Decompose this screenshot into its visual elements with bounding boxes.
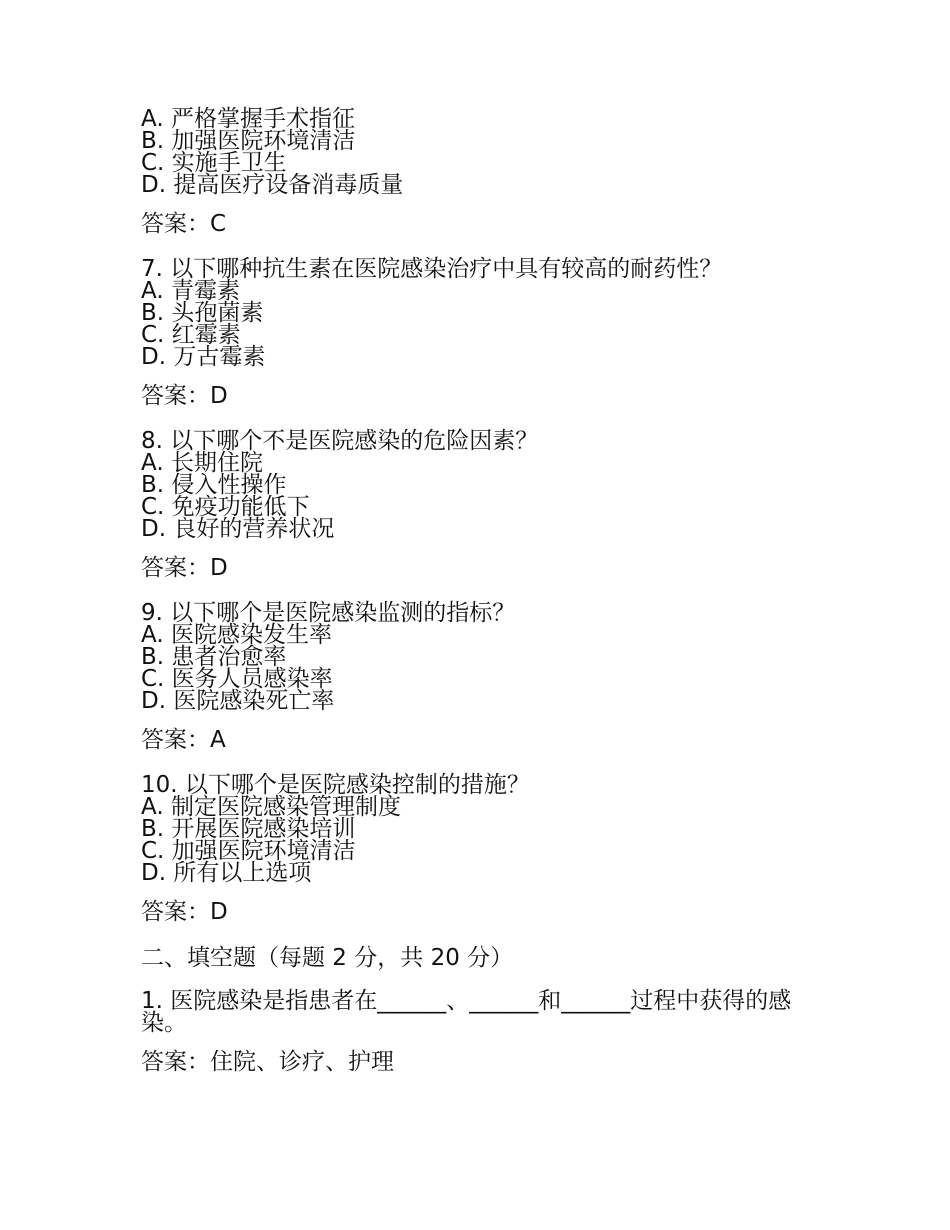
question-9	[141, 602, 821, 712]
exam-page	[141, 108, 821, 1096]
option-d: D. 所有以上选项	[141, 860, 312, 886]
question-7	[141, 258, 821, 368]
option-a: A. 制定医院感染管理制度	[141, 794, 401, 820]
option-b: B. 患者治愈率	[141, 644, 287, 670]
question-10	[141, 774, 821, 884]
option-c: C. 医务人员感染率	[141, 666, 333, 692]
option-b: B. 加强医院环境清洁	[141, 128, 356, 154]
answer-10: 答案：D	[141, 899, 228, 925]
answer-8: 答案：D	[141, 555, 228, 581]
option-a: A. 青霉素	[141, 278, 240, 304]
option-a: A. 长期住院	[141, 450, 263, 476]
option-c: C. 免疫功能低下	[141, 494, 310, 520]
option-b: B. 侵入性操作	[141, 472, 287, 498]
question-6	[141, 108, 821, 196]
question-text: 10. 以下哪个是医院感染控制的措施？	[141, 772, 530, 798]
question-text: 9. 以下哪个是医院感染监测的指标？	[141, 600, 516, 626]
answer-9: 答案：A	[141, 727, 226, 753]
option-d: D. 万古霉素	[141, 344, 266, 370]
option-a: A. 严格掌握手术指征	[141, 106, 355, 132]
question-text: 8. 以下哪个不是医院感染的危险因素？	[141, 428, 539, 454]
option-b: B. 开展医院感染培训	[141, 816, 356, 842]
option-d: D. 提高医疗设备消毒质量	[141, 172, 404, 198]
option-a: A. 医院感染发生率	[141, 622, 332, 648]
option-d: D. 医院感染死亡率	[141, 688, 335, 714]
fill-question-1: 1. 医院感染是指患者在______、______和______过程中获得的感染。	[141, 988, 792, 1036]
section-title: 二、填空题（每题 2 分，共 20 分）	[141, 945, 514, 971]
fill-answer-1: 答案：住院、诊疗、护理	[141, 1049, 394, 1075]
question-8	[141, 430, 821, 540]
option-c: C. 加强医院环境清洁	[141, 838, 356, 864]
option-c: C. 红霉素	[141, 322, 241, 348]
option-c: C. 实施手卫生	[141, 150, 287, 176]
option-d: D. 良好的营养状况	[141, 516, 335, 542]
question-text: 7. 以下哪种抗生素在医院感染治疗中具有较高的耐药性？	[141, 256, 723, 282]
option-b: B. 头孢菌素	[141, 300, 264, 326]
answer-7: 答案：D	[141, 383, 228, 409]
answer-6: 答案：C	[141, 211, 227, 237]
